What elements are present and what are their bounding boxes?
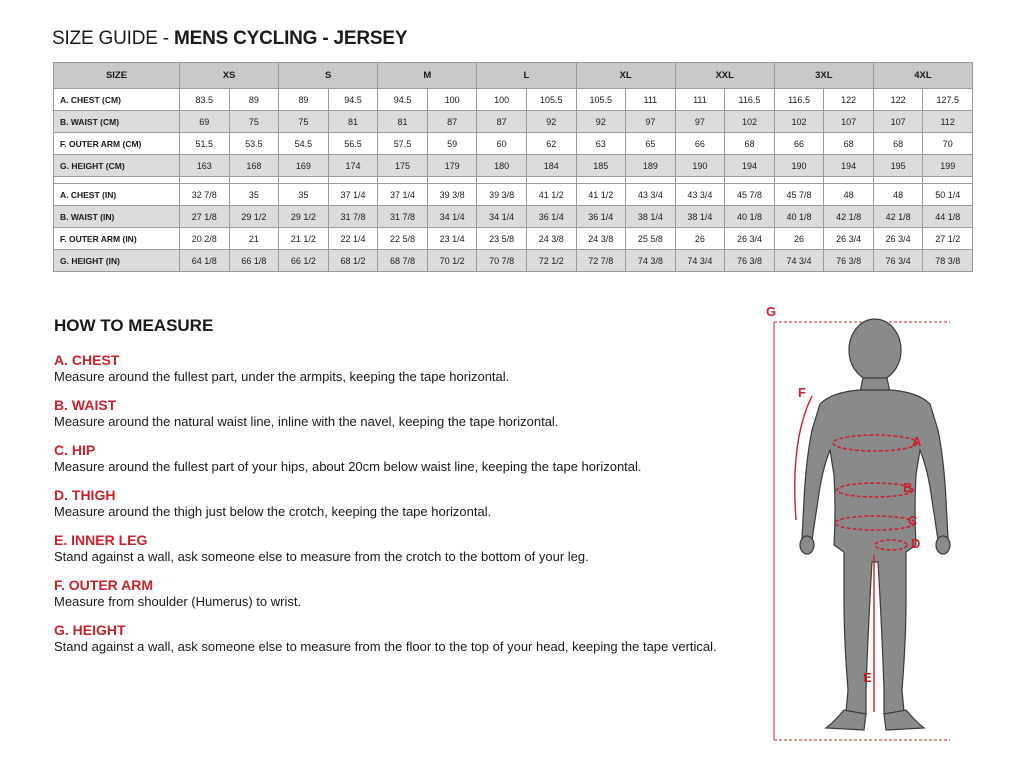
table-cell: 107 — [873, 111, 923, 133]
table-cell: 89 — [279, 89, 329, 111]
table-cell: 66 — [774, 133, 824, 155]
table-cell: 189 — [626, 155, 676, 177]
table-cell: 68 — [873, 133, 923, 155]
measure-item-title: D. THIGH — [54, 487, 116, 503]
table-cell: 68 1/2 — [328, 250, 378, 272]
table-cell: 168 — [229, 155, 279, 177]
measure-item-description: Measure from shoulder (Humerus) to wrist. — [54, 594, 302, 609]
spacer-cell — [626, 177, 676, 184]
spacer-cell — [576, 177, 626, 184]
table-cell: 44 1/8 — [923, 206, 973, 228]
spacer-cell — [526, 177, 576, 184]
table-cell: 75 — [279, 111, 329, 133]
size-header-label: SIZE — [54, 63, 180, 89]
page-title — [52, 28, 407, 50]
table-cell: 26 — [774, 228, 824, 250]
table-cell: 111 — [626, 89, 676, 111]
table-cell: 94.5 — [378, 89, 428, 111]
table-row — [54, 133, 973, 155]
table-cell: 190 — [675, 155, 725, 177]
size-header-xxl: XXL — [675, 63, 774, 89]
table-cell: 66 1/8 — [229, 250, 279, 272]
table-cell: 53.5 — [229, 133, 279, 155]
table-row — [54, 111, 973, 133]
table-cell: 102 — [725, 111, 775, 133]
table-cell: 34 1/4 — [477, 206, 527, 228]
spacer-cell — [328, 177, 378, 184]
size-header-l: L — [477, 63, 576, 89]
table-cell: 29 1/2 — [229, 206, 279, 228]
table-cell: 27 1/2 — [923, 228, 973, 250]
table-cell: 92 — [576, 111, 626, 133]
table-cell: 62 — [526, 133, 576, 155]
table-spacer-row — [54, 177, 973, 184]
table-cell: 122 — [873, 89, 923, 111]
spacer-cell — [180, 177, 230, 184]
table-cell: 107 — [824, 111, 874, 133]
table-cell: 54.5 — [279, 133, 329, 155]
table-cell: 92 — [526, 111, 576, 133]
size-header-s: S — [279, 63, 378, 89]
table-cell: 66 — [675, 133, 725, 155]
table-cell: 42 1/8 — [873, 206, 923, 228]
spacer-cell — [378, 177, 428, 184]
how-to-measure — [54, 316, 754, 667]
spacer-cell — [923, 177, 973, 184]
table-cell: 83.5 — [180, 89, 230, 111]
table-cell: 29 1/2 — [279, 206, 329, 228]
table-cell: 32 7/8 — [180, 184, 230, 206]
table-cell: 185 — [576, 155, 626, 177]
spacer-cell — [725, 177, 775, 184]
table-cell: 179 — [427, 155, 477, 177]
table-cell: 81 — [328, 111, 378, 133]
table-cell: 199 — [923, 155, 973, 177]
table-cell: 72 7/8 — [576, 250, 626, 272]
table-cell: 163 — [180, 155, 230, 177]
table-row — [54, 155, 973, 177]
table-cell: 31 7/8 — [328, 206, 378, 228]
table-cell: 100 — [477, 89, 527, 111]
table-cell: 68 7/8 — [378, 250, 428, 272]
table-cell: 97 — [675, 111, 725, 133]
table-cell: 180 — [477, 155, 527, 177]
table-cell: 26 3/4 — [873, 228, 923, 250]
spacer-cell — [675, 177, 725, 184]
table-cell: 75 — [229, 111, 279, 133]
table-cell: 22 1/4 — [328, 228, 378, 250]
size-header-xl: XL — [576, 63, 675, 89]
body-diagram — [760, 300, 960, 760]
table-cell: 190 — [774, 155, 824, 177]
table-row — [54, 228, 973, 250]
table-cell: 194 — [725, 155, 775, 177]
table-cell: 50 1/4 — [923, 184, 973, 206]
table-cell: 41 1/2 — [576, 184, 626, 206]
table-cell: 87 — [427, 111, 477, 133]
table-cell: 94.5 — [328, 89, 378, 111]
table-cell: 64 1/8 — [180, 250, 230, 272]
table-cell: 87 — [477, 111, 527, 133]
table-cell: 36 1/4 — [576, 206, 626, 228]
table-cell: 102 — [774, 111, 824, 133]
label-e: E — [863, 670, 872, 685]
measure-item-title: C. HIP — [54, 442, 96, 458]
label-f: F — [798, 385, 806, 400]
table-cell: 57.5 — [378, 133, 428, 155]
table-cell: 68 — [725, 133, 775, 155]
table-cell: 26 3/4 — [725, 228, 775, 250]
table-cell: 105.5 — [526, 89, 576, 111]
table-cell: 78 3/8 — [923, 250, 973, 272]
spacer-cell — [54, 177, 180, 184]
row-label: F. OUTER ARM (IN) — [54, 228, 180, 250]
measure-item-title: G. HEIGHT — [54, 622, 126, 638]
spacer-cell — [774, 177, 824, 184]
table-cell: 70 7/8 — [477, 250, 527, 272]
table-cell: 37 1/4 — [378, 184, 428, 206]
table-cell: 51.5 — [180, 133, 230, 155]
table-cell: 194 — [824, 155, 874, 177]
label-a: A — [912, 434, 922, 449]
label-g: G — [766, 304, 777, 319]
title-prefix: SIZE GUIDE - — [52, 28, 174, 49]
table-cell: 70 — [923, 133, 973, 155]
size-header-3xl: 3XL — [774, 63, 873, 89]
row-label: B. WAIST (CM) — [54, 111, 180, 133]
size-header-xs: XS — [180, 63, 279, 89]
table-cell: 195 — [873, 155, 923, 177]
table-cell: 59 — [427, 133, 477, 155]
table-cell: 66 1/2 — [279, 250, 329, 272]
spacer-cell — [427, 177, 477, 184]
table-cell: 127.5 — [923, 89, 973, 111]
body-figure — [760, 300, 960, 760]
table-cell: 112 — [923, 111, 973, 133]
table-cell: 43 3/4 — [675, 184, 725, 206]
measure-item-description: Measure around the thigh just below the crotch, keeping the tape horizontal. — [54, 504, 492, 519]
row-label: A. CHEST (IN) — [54, 184, 180, 206]
table-cell: 169 — [279, 155, 329, 177]
row-label: B. WAIST (IN) — [54, 206, 180, 228]
measure-item-description: Measure around the fullest part, under the armpits, keeping the tape horizontal. — [54, 369, 510, 384]
table-cell: 72 1/2 — [526, 250, 576, 272]
table-cell: 116.5 — [725, 89, 775, 111]
spacer-cell — [279, 177, 329, 184]
table-cell: 40 1/8 — [725, 206, 775, 228]
table-cell: 111 — [675, 89, 725, 111]
table-cell: 122 — [824, 89, 874, 111]
measure-item-title: F. OUTER ARM — [54, 577, 154, 593]
measure-item — [54, 622, 754, 655]
table-cell: 42 1/8 — [824, 206, 874, 228]
spacer-cell — [229, 177, 279, 184]
table-cell: 70 1/2 — [427, 250, 477, 272]
table-cell: 23 5/8 — [477, 228, 527, 250]
measure-item — [54, 352, 754, 385]
table-cell: 26 — [675, 228, 725, 250]
table-cell: 63 — [576, 133, 626, 155]
title-product: MENS CYCLING - JERSEY — [173, 28, 408, 49]
table-cell: 68 — [824, 133, 874, 155]
size-header-4xl: 4XL — [873, 63, 972, 89]
table-cell: 184 — [526, 155, 576, 177]
table-cell: 60 — [477, 133, 527, 155]
body-silhouette — [800, 319, 950, 730]
table-cell: 45 7/8 — [774, 184, 824, 206]
table-cell: 43 3/4 — [626, 184, 676, 206]
table-cell: 20 2/8 — [180, 228, 230, 250]
table-cell: 89 — [229, 89, 279, 111]
measure-item-description: Stand against a wall, ask someone else to measure from the floor to the top of your head, keeping the tape vertical. — [54, 639, 717, 654]
table-cell: 69 — [180, 111, 230, 133]
measure-item-title: B. WAIST — [54, 397, 117, 413]
table-cell: 22 5/8 — [378, 228, 428, 250]
table-cell: 38 1/4 — [626, 206, 676, 228]
table-cell: 74 3/4 — [774, 250, 824, 272]
table-cell: 48 — [824, 184, 874, 206]
row-label: A. CHEST (CM) — [54, 89, 180, 111]
table-cell: 41 1/2 — [526, 184, 576, 206]
table-cell: 74 3/4 — [675, 250, 725, 272]
table-cell: 65 — [626, 133, 676, 155]
table-row — [54, 250, 973, 272]
spacer-cell — [873, 177, 923, 184]
table-cell: 74 3/8 — [626, 250, 676, 272]
table-cell: 97 — [626, 111, 676, 133]
table-cell: 36 1/4 — [526, 206, 576, 228]
table-cell: 24 3/8 — [526, 228, 576, 250]
table-cell: 34 1/4 — [427, 206, 477, 228]
table-cell: 39 3/8 — [427, 184, 477, 206]
table-row — [54, 89, 973, 111]
table-cell: 24 3/8 — [576, 228, 626, 250]
table-row — [54, 206, 973, 228]
measure-item — [54, 397, 754, 430]
measure-item — [54, 442, 754, 475]
table-cell: 35 — [279, 184, 329, 206]
row-label: F. OUTER ARM (CM) — [54, 133, 180, 155]
table-cell: 116.5 — [774, 89, 824, 111]
table-cell: 76 3/8 — [824, 250, 874, 272]
label-c: C — [908, 513, 918, 528]
table-cell: 37 1/4 — [328, 184, 378, 206]
size-table — [53, 62, 973, 272]
row-label: G. HEIGHT (CM) — [54, 155, 180, 177]
table-cell: 35 — [229, 184, 279, 206]
table-cell: 31 7/8 — [378, 206, 428, 228]
table-cell: 40 1/8 — [774, 206, 824, 228]
measure-item — [54, 487, 754, 520]
how-to-measure-heading: HOW TO MEASURE — [54, 316, 214, 335]
measure-item-description: Stand against a wall, ask someone else to measure from the crotch to the bottom of your leg. — [54, 549, 589, 564]
measure-item-title: A. CHEST — [54, 352, 120, 368]
measure-item — [54, 532, 754, 565]
table-cell: 174 — [328, 155, 378, 177]
table-cell: 105.5 — [576, 89, 626, 111]
table-cell: 38 1/4 — [675, 206, 725, 228]
table-cell: 27 1/8 — [180, 206, 230, 228]
table-cell: 48 — [873, 184, 923, 206]
table-cell: 23 1/4 — [427, 228, 477, 250]
table-row — [54, 184, 973, 206]
label-d: D — [911, 536, 921, 551]
measure-item-title: E. INNER LEG — [54, 532, 148, 548]
table-cell: 45 7/8 — [725, 184, 775, 206]
size-header-m: M — [378, 63, 477, 89]
label-b: B — [903, 480, 913, 495]
spacer-cell — [824, 177, 874, 184]
table-cell: 21 — [229, 228, 279, 250]
table-cell: 39 3/8 — [477, 184, 527, 206]
table-cell: 175 — [378, 155, 428, 177]
spacer-cell — [477, 177, 527, 184]
table-cell: 21 1/2 — [279, 228, 329, 250]
table-cell: 81 — [378, 111, 428, 133]
table-cell: 25 5/8 — [626, 228, 676, 250]
measure-item-description: Measure around the natural waist line, inline with the navel, keeping the tape horizontal. — [54, 414, 559, 429]
table-cell: 76 3/4 — [873, 250, 923, 272]
measure-item — [54, 577, 754, 610]
table-cell: 100 — [427, 89, 477, 111]
table-cell: 26 3/4 — [824, 228, 874, 250]
table-cell: 56.5 — [328, 133, 378, 155]
size-header-row — [54, 63, 973, 89]
table-cell: 76 3/8 — [725, 250, 775, 272]
measure-item-description: Measure around the fullest part of your hips, about 20cm below waist line, keeping the tape horizontal. — [54, 459, 642, 474]
row-label: G. HEIGHT (IN) — [54, 250, 180, 272]
